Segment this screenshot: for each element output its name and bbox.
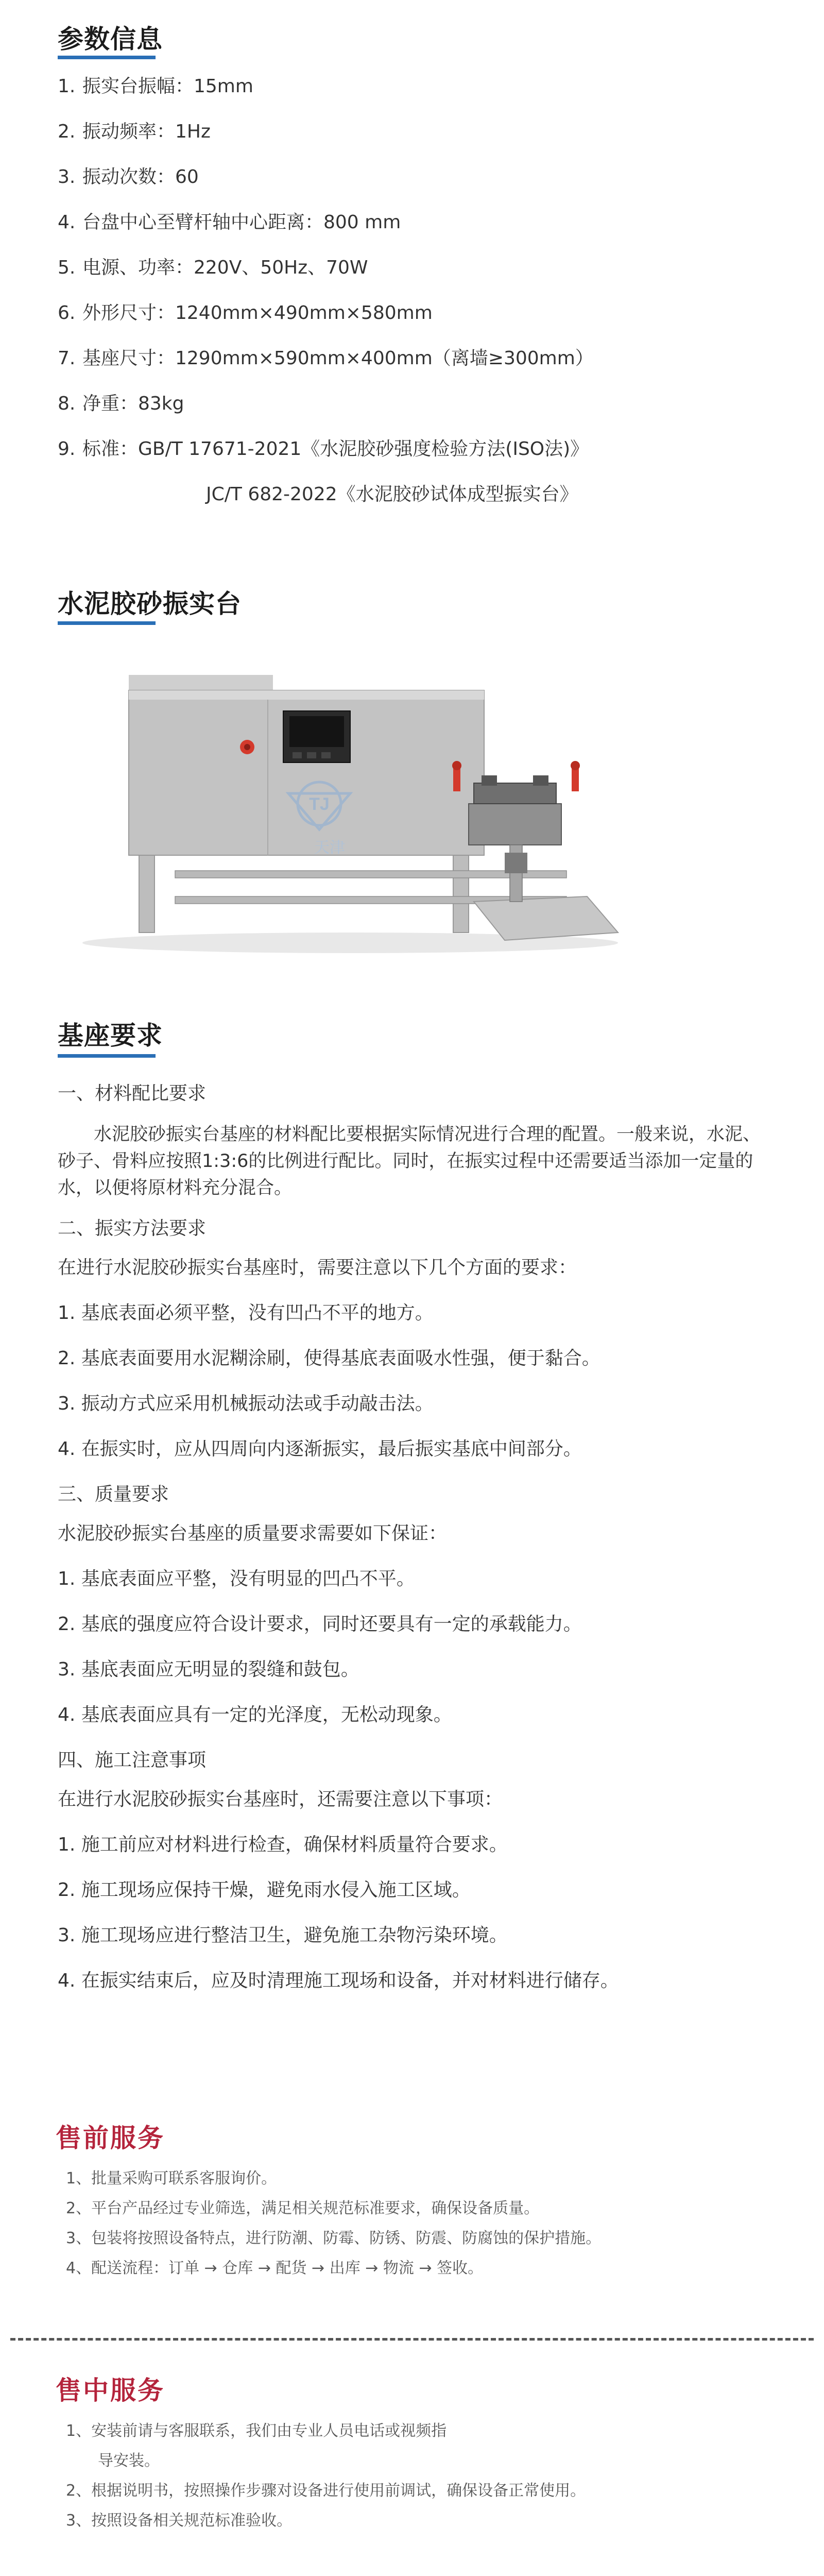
list-item: 4、配送流程：订单 → 仓库 → 配货 → 出库 → 物流 → 签收。 bbox=[66, 2259, 484, 2277]
param-item: 4. 台盘中心至臂杆轴中心距离：800 mm bbox=[58, 212, 401, 233]
base-section-2-intro: 在进行水泥胶砂振实台基座时，需要注意以下几个方面的要求： bbox=[58, 1257, 577, 1278]
svg-text:TJ: TJ bbox=[309, 794, 330, 814]
list-item: 1. 施工前应对材料进行检查，确保材料质量符合要求。 bbox=[58, 1834, 508, 1855]
list-item: 3. 基底表面应无明显的裂缝和鼓包。 bbox=[58, 1659, 359, 1680]
list-item: 2. 施工现场应保持干燥，避免雨水侵入施工区域。 bbox=[58, 1879, 471, 1901]
list-item: 4. 在振实结束后，应及时清理施工现场和设备，并对材料进行储存。 bbox=[58, 1970, 619, 1991]
product-photo bbox=[62, 675, 628, 963]
base-section-3-intro: 水泥胶砂振实台基座的质量要求需要如下保证： bbox=[58, 1523, 448, 1544]
list-item: 3. 振动方式应采用机械振动法或手动敲击法。 bbox=[58, 1393, 434, 1414]
base-title-underline bbox=[58, 1054, 156, 1058]
params-list bbox=[58, 77, 789, 516]
list-item: 3. 施工现场应进行整洁卫生，避免施工杂物污染环境。 bbox=[58, 1925, 508, 1946]
product-watermark: 天津 bbox=[314, 839, 345, 857]
list-item: 2. 基底表面要用水泥糊涂刷，使得基底表面吸水性强，便于黏合。 bbox=[58, 1348, 600, 1369]
product-title: 水泥胶砂振实台 bbox=[58, 589, 242, 619]
base-title: 基座要求 bbox=[58, 1021, 163, 1050]
list-item: 1. 基底表面应平整，没有明显的凹凸不平。 bbox=[58, 1568, 415, 1589]
list-item: 4. 基底表面应具有一定的光泽度，无松动现象。 bbox=[58, 1704, 452, 1725]
presale-title: 售前服务 bbox=[56, 2123, 165, 2153]
param-item: 7. 基座尺寸：1290mm×590mm×400mm（离墙≥300mm） bbox=[58, 348, 594, 369]
list-item: 4. 在振实时，应从四周向内逐渐振实，最后振实基底中间部分。 bbox=[58, 1438, 582, 1460]
param-item: 9. 标准：GB/T 17671-2021《水泥胶砂强度检验方法(ISO法)》 bbox=[58, 438, 589, 460]
params-title: 参数信息 bbox=[58, 24, 163, 54]
base-section-4-heading: 四、施工注意事项 bbox=[58, 1750, 207, 1771]
list-item: 2、根据说明书，按照操作步骤对设备进行使用前调试，确保设备正常使用。 bbox=[66, 2482, 586, 2500]
section-divider bbox=[10, 2338, 814, 2341]
list-item: 3、按照设备相关规范标准验收。 bbox=[66, 2512, 293, 2530]
product-title-underline bbox=[58, 621, 156, 625]
list-item: 1、批量采购可联系客服询价。 bbox=[66, 2170, 277, 2188]
list-item: 1、安装前请与客服联系，我们由专业人员电话或视频指 导安装。 bbox=[66, 2422, 447, 2470]
list-item: 2、平台产品经过专业筛选，满足相关规范标准要求，确保设备质量。 bbox=[66, 2199, 540, 2217]
params-title-underline bbox=[58, 56, 156, 59]
list-item: 3、包装将按照设备特点，进行防潮、防霉、防锈、防震、防腐蚀的保护措施。 bbox=[66, 2229, 602, 2247]
param-item: 3. 振动次数：60 bbox=[58, 166, 199, 188]
param-item-standard-cont: JC/T 682-2022《水泥胶砂试体成型振实台》 bbox=[206, 484, 578, 505]
param-item: 5. 电源、功率：220V、50Hz、70W bbox=[58, 257, 368, 278]
insale-title: 售中服务 bbox=[56, 2376, 165, 2405]
param-item: 2. 振动频率：1Hz bbox=[58, 121, 211, 142]
base-section-2-heading: 二、振实方法要求 bbox=[58, 1218, 207, 1239]
base-section-3-heading: 三、质量要求 bbox=[58, 1484, 169, 1505]
base-section-1-paragraph: 水泥胶砂振实台基座的材料配比要根据实际情况进行合理的配置。一般来说，水泥、砂子、骨料应按照1:3:6的比例进行配比。同时，在振实过程中还需要适当添加一定量的水，以便将原材料充分混合。 bbox=[58, 1124, 761, 1198]
list-item: 1. 基底表面必须平整，没有凹凸不平的地方。 bbox=[58, 1302, 434, 1324]
base-section-1-heading: 一、材料配比要求 bbox=[58, 1083, 207, 1104]
param-item: 6. 外形尺寸：1240mm×490mm×580mm bbox=[58, 302, 433, 324]
base-content bbox=[58, 1082, 774, 2014]
param-item: 1. 振实台振幅：15mm bbox=[58, 76, 253, 97]
base-section-4-intro: 在进行水泥胶砂振实台基座时，还需要注意以下事项： bbox=[58, 1789, 503, 1810]
insale-list bbox=[66, 2416, 777, 2536]
param-item: 8. 净重：83kg bbox=[58, 393, 184, 414]
list-item: 2. 基底的强度应符合设计要求，同时还要具有一定的承载能力。 bbox=[58, 1614, 582, 1635]
presale-list bbox=[66, 2164, 777, 2283]
